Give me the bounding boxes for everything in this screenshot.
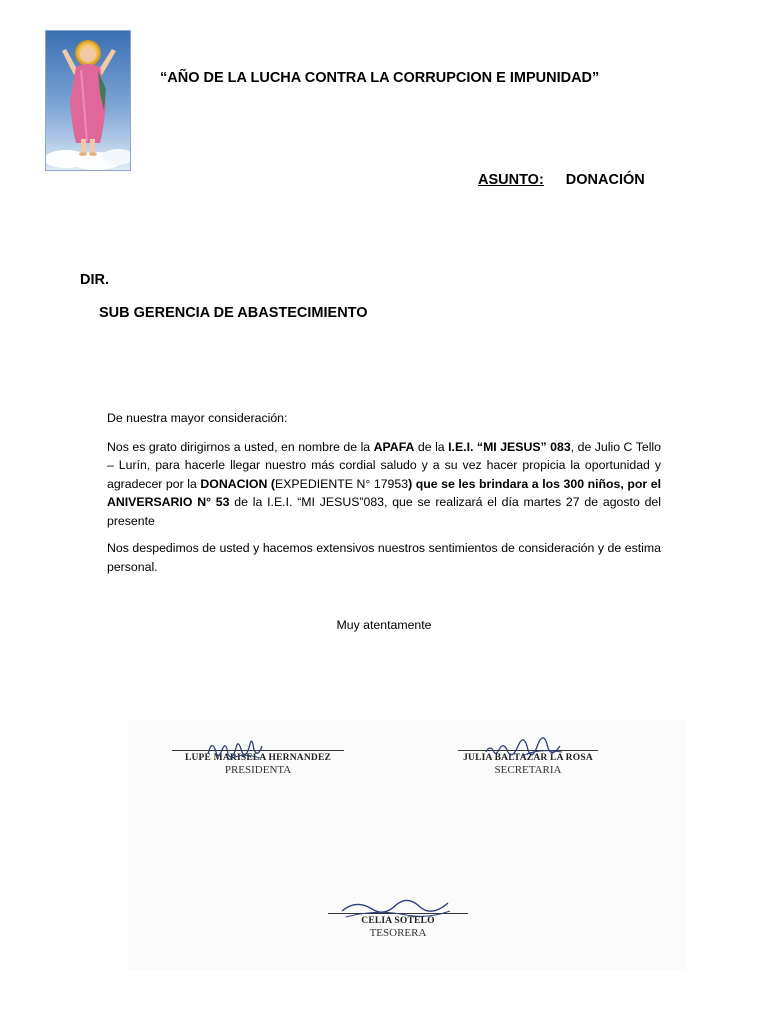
dir-label: DIR. xyxy=(80,272,109,288)
p1-text-3: , de Julio C Tello – Lurín, para hacerle llegar nuestro más cordial saludo y a su vez hacer propicia la oportunidad y agradecer por la xyxy=(107,439,661,491)
p1-text-2: de la xyxy=(414,439,449,454)
p1-bold-anniversary: ANIVERSARIO N° 53 xyxy=(107,495,230,509)
president-role: PRESIDENTA xyxy=(224,764,292,776)
handwritten-signature-secretary xyxy=(482,726,572,770)
handwritten-signature-president xyxy=(202,730,282,770)
p1-bold-donation: DONACION xyxy=(200,476,268,491)
subject-label: ASUNTO: xyxy=(478,172,544,188)
treasurer-role: TESORERA xyxy=(369,927,427,939)
p1-file-number: EXPEDIENTE N° 17953 xyxy=(275,476,409,491)
signature-treasurer xyxy=(328,913,468,939)
greeting: De nuestra mayor consideración: xyxy=(107,411,288,425)
p1-text-6: ) que se les brindara a los 300 niños, por el xyxy=(408,476,662,491)
treasurer-name: CELIA SOTELO xyxy=(361,916,435,926)
secretary-name: JULIA BALTAZAR LA ROSA xyxy=(463,753,593,763)
subject-line xyxy=(478,172,645,188)
signature-block xyxy=(128,720,685,970)
president-name: LUPE MARISELA HERNANDEZ xyxy=(184,753,332,763)
p1-text-1: Nos es grato dirigirnos a usted, en nombre de la xyxy=(107,439,374,454)
subject-value: DONACIÓN xyxy=(565,172,645,188)
year-motto-heading: “AÑO DE LA LUCHA CONTRA LA CORRUPCION E IMPUNIDAD” xyxy=(160,70,600,86)
closing: Muy atentamente xyxy=(336,618,432,632)
recipient-name: SUB GERENCIA DE ABASTECIMIENTO xyxy=(99,305,368,321)
letter-body xyxy=(107,409,661,585)
p1-paren-open: ( xyxy=(267,476,276,491)
holy-child-image xyxy=(45,30,131,171)
signature-secretary xyxy=(458,750,598,776)
p1-bold-apafa: APAFA xyxy=(373,439,415,454)
handwritten-signature-treasurer xyxy=(336,891,456,927)
signature-president xyxy=(172,750,344,776)
secretary-role: SECRETARIA xyxy=(494,764,562,776)
paragraph-2: Nos despedimos de usted y hacemos extensivos nuestros sentimientos de consideración y de estima personal. xyxy=(107,541,661,574)
p1-bold-school: I.E.I. “MI JESUS” 083 xyxy=(448,439,571,454)
p1-text-7: de la I.E.I. “MI JESUS”083, que se realizará el día martes 27 de agosto del presente xyxy=(107,495,661,528)
paragraph-1 xyxy=(107,438,661,531)
